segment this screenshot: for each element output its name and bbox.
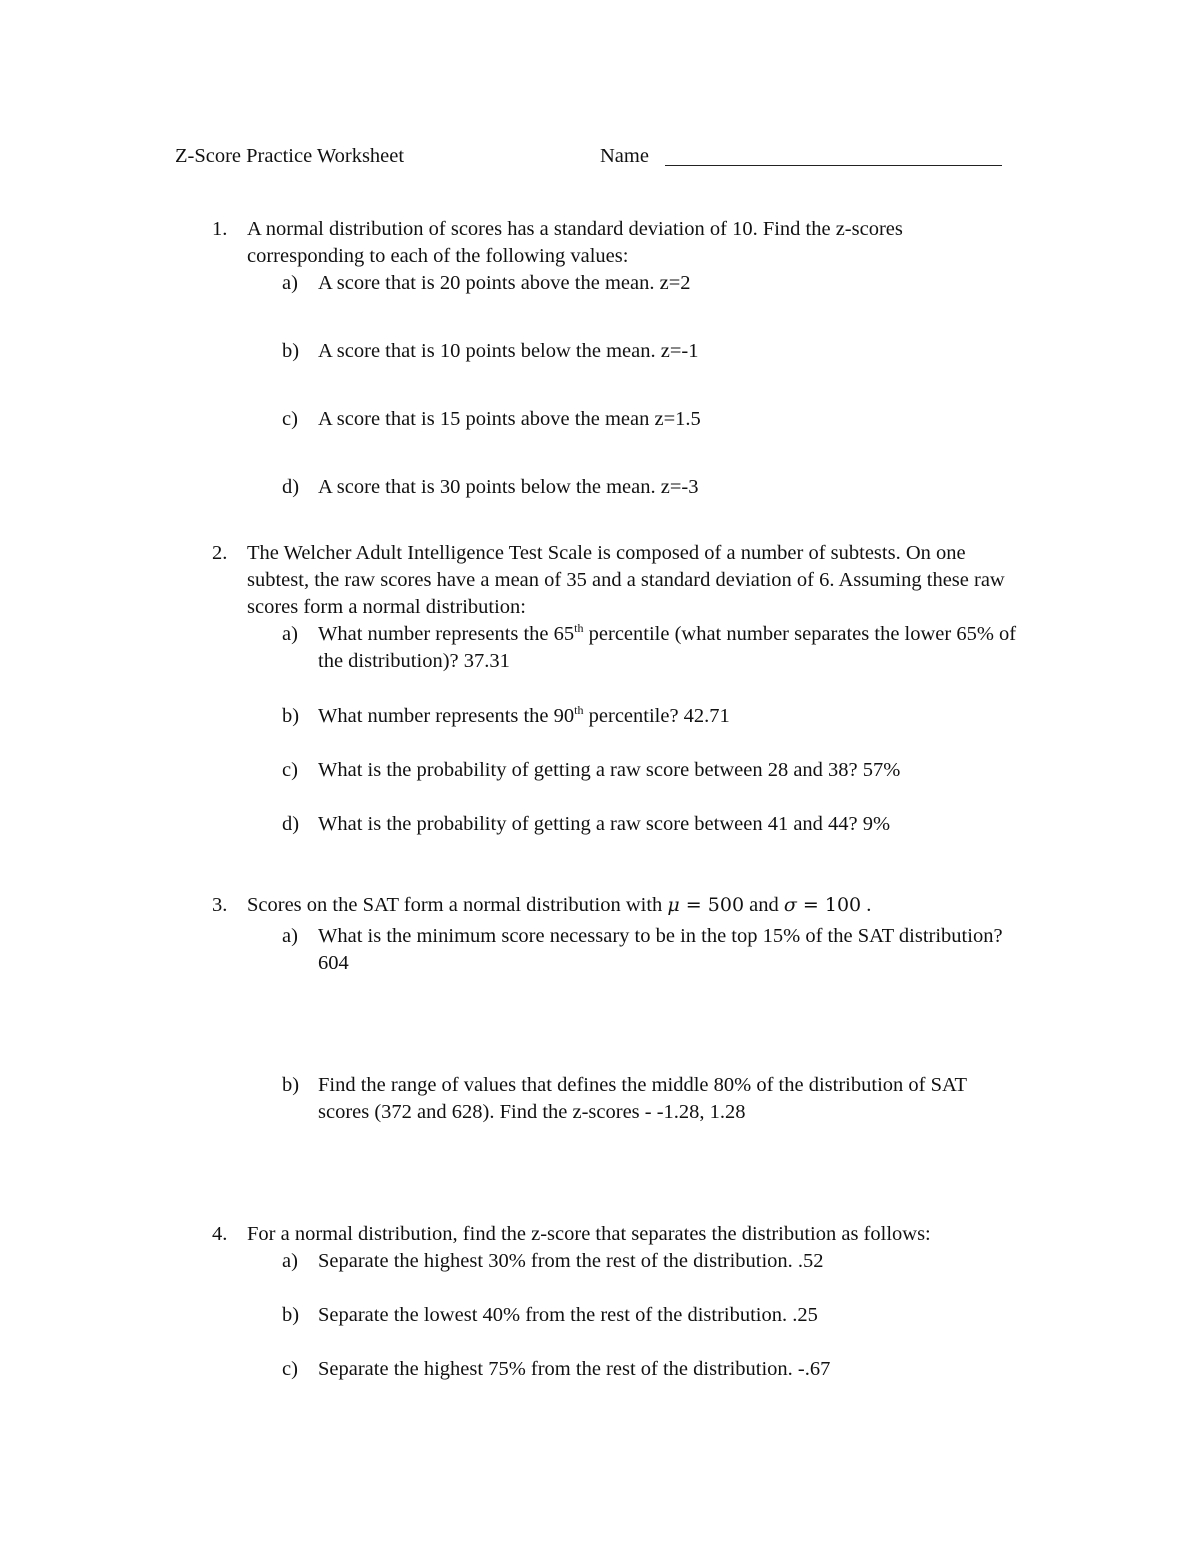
sub-question-label: d) (282, 813, 300, 835)
name-label: Name (600, 145, 649, 167)
sub-question-label: b) (282, 705, 300, 727)
question-4 (212, 1221, 1022, 1383)
question-1 (212, 216, 1022, 501)
sub-question-label: b) (282, 1304, 300, 1326)
superscript: th (574, 621, 584, 635)
sub-question-2b (282, 703, 1022, 730)
sub-question-text: Separate the lowest 40% from the rest of the distribution. .25 (318, 1304, 818, 1326)
sub-question-2c (282, 757, 1022, 784)
sub-question-label: c) (282, 408, 298, 430)
sub-question-label: a) (282, 623, 298, 645)
sub-question-text: What number represents the 65th percentile (what number separates the lower 65% of the distribution)? 37.31 (318, 621, 1017, 672)
sub-question-text: A score that is 20 points above the mean. z=2 (318, 272, 691, 294)
question-number: 1. (212, 218, 228, 240)
mu-symbol: μ (667, 894, 680, 916)
question-text: The Welcher Adult Intelligence Test Scale is composed of a number of subtests. On one subtest, the raw scores have a mean of 35 and a standard deviation of 6. Assuming these raw scores form a normal distribution: (247, 542, 1005, 618)
question-number: 3. (212, 894, 228, 916)
name-blank-line (665, 165, 1002, 166)
sub-question-text: A score that is 15 points above the mean z=1.5 (318, 408, 701, 430)
sub-question-1b (282, 338, 1022, 365)
superscript: th (574, 703, 584, 717)
sub-question-label: d) (282, 476, 300, 498)
sub-question-label: c) (282, 759, 298, 781)
sub-question-text: What number represents the 90th percentile? 42.71 (318, 703, 730, 727)
sub-question-text: A score that is 10 points below the mean. z=-1 (318, 340, 699, 362)
sub-question-1c (282, 406, 1022, 433)
sub-question-text: What is the minimum score necessary to be in the top 15% of the SAT distribution? 604 (318, 925, 1003, 974)
sub-question-2a (282, 621, 1022, 675)
worksheet-header (175, 143, 1015, 171)
sub-question-text: Separate the highest 75% from the rest of the distribution. -.67 (318, 1358, 831, 1380)
question-2 (212, 540, 1022, 838)
question-text: For a normal distribution, find the z-score that separates the distribution as follows: (247, 1223, 931, 1245)
sub-question-text: Find the range of values that defines the middle 80% of the distribution of SAT scores (372 and 628). Find the z-scores - -1.28, 1.28 (318, 1074, 967, 1123)
question-number: 4. (212, 1223, 228, 1245)
sub-question-label: a) (282, 1250, 298, 1272)
question-text: Scores on the SAT form a normal distribution with μ = 500 and σ = 100 . (247, 894, 872, 916)
sub-question-1d (282, 474, 1022, 501)
sub-question-3a (282, 923, 1022, 977)
sub-question-text: Separate the highest 30% from the rest of the distribution. .52 (318, 1250, 824, 1272)
sub-question-label: b) (282, 1074, 300, 1096)
sub-question-3b (282, 1072, 1022, 1126)
question-3 (212, 892, 1022, 1126)
sub-question-4c (282, 1356, 1022, 1383)
sub-question-4a (282, 1248, 1022, 1275)
sub-question-label: a) (282, 272, 298, 294)
sub-question-text: A score that is 30 points below the mean. z=-3 (318, 476, 699, 498)
worksheet-title: Z-Score Practice Worksheet (175, 145, 405, 167)
sub-question-text: What is the probability of getting a raw score between 41 and 44? 9% (318, 813, 891, 835)
sub-question-2d (282, 811, 1022, 838)
sub-question-label: b) (282, 340, 300, 362)
sub-question-4b (282, 1302, 1022, 1329)
question-text: A normal distribution of scores has a standard deviation of 10. Find the z-scores corresponding to each of the following values: (247, 218, 903, 267)
sigma-symbol: σ (783, 894, 797, 916)
sub-question-text: What is the probability of getting a raw score between 28 and 38? 57% (318, 759, 901, 781)
sub-question-1a (282, 270, 1022, 297)
sub-question-label: c) (282, 1358, 298, 1380)
sub-question-label: a) (282, 925, 298, 947)
question-number: 2. (212, 542, 228, 564)
